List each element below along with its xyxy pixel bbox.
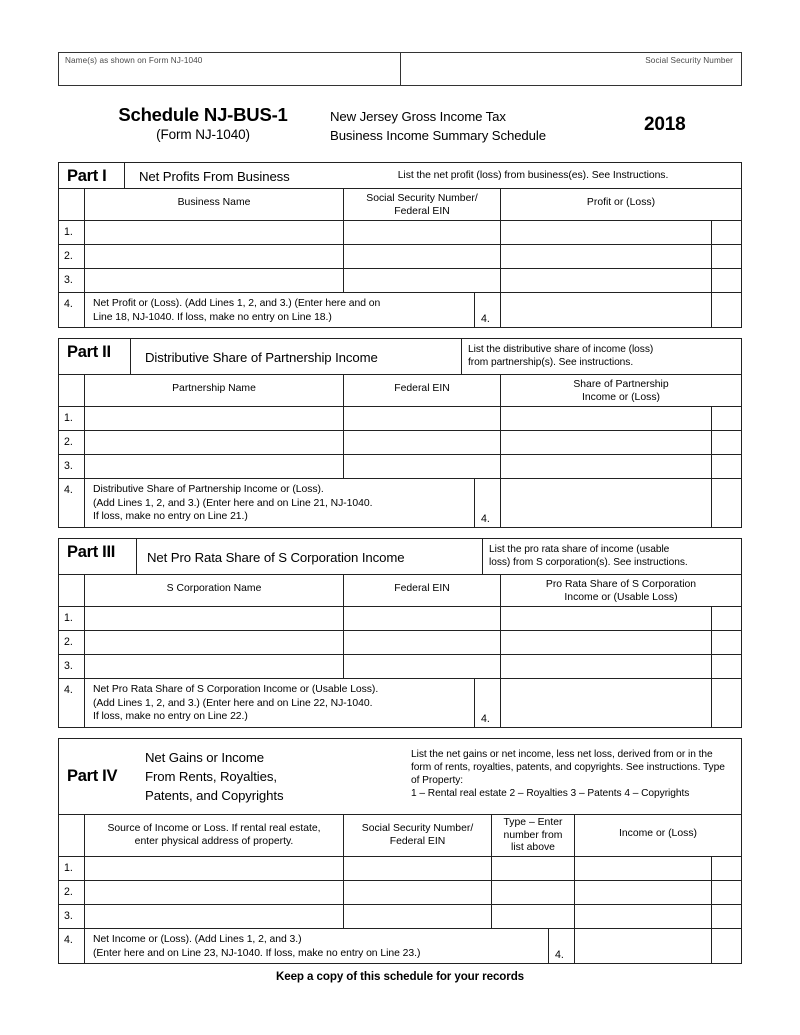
part-1-total-number: 4. — [64, 298, 73, 310]
part-4-col-income: Income or (Loss) — [619, 828, 697, 839]
part-4-row-1-source-input[interactable] — [85, 857, 344, 880]
part-4-row-2-number: 2. — [64, 886, 73, 898]
part-4-total-row — [59, 929, 741, 963]
schedule-name: Schedule NJ-BUS-1 — [118, 104, 288, 125]
part-4-col-source-line2: enter physical address of property. — [134, 835, 294, 847]
part-1-col-ssn-ein — [344, 189, 501, 220]
part-4-row-3-amount-input[interactable] — [575, 905, 712, 928]
part-4-title — [145, 739, 405, 814]
part-2-total-line-1: Distributive Share of Partnership Income or (Loss). — [93, 484, 324, 495]
part-3-total-description — [85, 679, 475, 727]
part-4-total-amount-input[interactable] — [575, 929, 712, 963]
part-2-total-cents-input[interactable] — [712, 479, 741, 527]
part-4-col-type-line1: Type – Enter — [503, 817, 563, 828]
part-4-row-3-type-input[interactable] — [492, 905, 575, 928]
part-4-col-rownum — [59, 815, 85, 856]
part-3-row-1-number: 1. — [64, 612, 73, 624]
part-4-title-line-2: From Rents, Royalties, — [145, 769, 277, 784]
name-field-cell[interactable] — [59, 53, 401, 85]
part-2-col-rownum — [59, 375, 85, 406]
schedule-title-block — [88, 104, 318, 144]
part-4-row-1-ssn-input[interactable] — [344, 857, 492, 880]
part-4-col-source-line1: Source of Income or Loss. If rental real estate, — [107, 823, 321, 834]
part-4-row-2-source-input[interactable] — [85, 881, 344, 904]
part-3-row-3-name-input[interactable] — [85, 655, 344, 678]
part-4-total-line-1: Net Income or (Loss). (Add Lines 1, 2, and 3.) — [93, 934, 302, 945]
part-1-row-3-amount-input[interactable] — [501, 269, 712, 292]
part-3-row-2-name-input[interactable] — [85, 631, 344, 654]
part-4-section — [58, 738, 742, 964]
form-title-row — [58, 104, 742, 148]
part-4-col-ssn-ein-line2: Federal EIN — [389, 835, 446, 847]
part-1-total-line-2: Line 18, NJ-1040. If loss, make no entry on Line 18.) — [93, 311, 332, 323]
part-2-row-2-cents-input[interactable] — [712, 431, 741, 454]
part-2-row-3-number: 3. — [64, 460, 73, 472]
part-2-row-1-name-input[interactable] — [85, 407, 344, 430]
part-4-instruction-line-4: 1 – Rental real estate 2 – Royalties 3 – Patents 4 – Copyrights — [411, 788, 690, 799]
part-3-total-number: 4. — [64, 684, 73, 696]
ssn-field-cell[interactable] — [401, 53, 741, 85]
part-2-instruction-line-1: List the distributive share of income (loss) — [468, 344, 654, 355]
part-4-row-2-cents-input[interactable] — [712, 881, 741, 904]
part-2-total-line-2: (Add Lines 1, 2, and 3.) (Enter here and on Line 21, NJ-1040. — [93, 497, 373, 509]
part-2-row-2-amount-input[interactable] — [501, 431, 712, 454]
part-2-row-1-cents-input[interactable] — [712, 407, 741, 430]
part-1-row-3-ssn-input[interactable] — [344, 269, 501, 292]
part-1-row-2-number: 2. — [64, 250, 73, 262]
part-3-row-1-name-input[interactable] — [85, 607, 344, 630]
part-3-header — [59, 539, 741, 575]
part-3-row-2-cents-input[interactable] — [712, 631, 741, 654]
part-4-col-type-line2: number from — [503, 829, 563, 841]
part-4-total-box-number: 4. — [555, 949, 564, 961]
part-3-total-row — [59, 679, 741, 727]
part-3-col-federal-ein: Federal EIN — [344, 575, 501, 606]
part-2-total-description — [85, 479, 475, 527]
agency-title-block — [330, 107, 630, 145]
part-3-row-1-ein-input[interactable] — [344, 607, 501, 630]
part-2-row-2-ein-input[interactable] — [344, 431, 501, 454]
part-1-col-rownum — [59, 189, 85, 220]
part-4-row-3-source-input[interactable] — [85, 905, 344, 928]
part-1-row-2-name-input[interactable] — [85, 245, 344, 268]
part-4-total-description — [85, 929, 549, 963]
part-2-col-share — [501, 375, 741, 406]
part-1-col-ssn-ein-line1: Social Security Number/ — [366, 193, 478, 204]
table-row — [59, 905, 741, 929]
part-4-instruction — [405, 739, 741, 814]
part-1-total-box-number: 4. — [481, 313, 490, 325]
part-2-col-partnership-name: Partnership Name — [85, 375, 344, 406]
part-4-total-cents-input[interactable] — [712, 929, 741, 963]
part-2-row-3-cents-input[interactable] — [712, 455, 741, 478]
part-3-total-cents-input[interactable] — [712, 679, 741, 727]
part-1-row-1-ssn-input[interactable] — [344, 221, 501, 244]
part-3-total-amount-input[interactable] — [501, 679, 712, 727]
part-1-row-3-cents-input[interactable] — [712, 269, 741, 292]
part-3-row-2-ein-input[interactable] — [344, 631, 501, 654]
table-row — [59, 269, 741, 293]
part-2-total-line-3: If loss, make no entry on Line 21.) — [93, 511, 248, 522]
part-1-header — [59, 163, 741, 189]
part-4-tag: Part IV — [67, 767, 118, 785]
part-1-instruction: List the net profit (loss) from business(es). See Instructions. — [397, 170, 669, 181]
part-3-row-3-ein-input[interactable] — [344, 655, 501, 678]
ssn-field-label: Social Security Number — [645, 56, 733, 65]
part-2-row-1-ein-input[interactable] — [344, 407, 501, 430]
part-3-total-box-number: 4. — [481, 713, 490, 725]
part-4-col-type — [492, 815, 575, 856]
table-row — [59, 857, 741, 881]
part-1-total-row — [59, 293, 741, 327]
identification-block — [58, 52, 742, 86]
part-3-column-headers — [59, 575, 741, 607]
part-3-tag: Part III — [59, 539, 137, 574]
table-row — [59, 655, 741, 679]
part-3-row-2-number: 2. — [64, 636, 73, 648]
part-4-instruction-line-2: form of rents, royalties, patents, and copyrights. See instructions. Type — [411, 762, 725, 773]
part-3-row-3-number: 3. — [64, 660, 73, 672]
part-4-instruction-line-1: List the net gains or net income, less net loss, derived from or in the — [411, 749, 713, 760]
part-3-col-prorata-line2: Income or (Usable Loss) — [564, 591, 678, 603]
part-2-header — [59, 339, 741, 375]
part-4-row-2-type-input[interactable] — [492, 881, 575, 904]
part-4-row-3-number: 3. — [64, 910, 73, 922]
part-3-col-scorp-name: S Corporation Name — [85, 575, 344, 606]
part-2-instruction — [461, 339, 741, 374]
part-4-title-line-3: Patents, and Copyrights — [145, 788, 284, 803]
part-4-title-line-1: Net Gains or Income — [145, 750, 265, 765]
part-4-row-2-amount-input[interactable] — [575, 881, 712, 904]
part-2-row-2-name-input[interactable] — [85, 431, 344, 454]
part-2-row-3-amount-input[interactable] — [501, 455, 712, 478]
agency-line-2: Business Income Summary Schedule — [330, 128, 546, 143]
part-4-col-type-line3: list above — [511, 842, 555, 853]
part-3-row-3-cents-input[interactable] — [712, 655, 741, 678]
part-4-header — [59, 739, 741, 815]
part-2-tag: Part II — [59, 339, 131, 374]
table-row — [59, 221, 741, 245]
part-2-total-number: 4. — [64, 484, 73, 496]
part-3-total-line-1: Net Pro Rata Share of S Corporation Income or (Usable Loss). — [93, 684, 379, 695]
table-row — [59, 455, 741, 479]
part-2-row-3-ein-input[interactable] — [344, 455, 501, 478]
table-row — [59, 431, 741, 455]
table-row — [59, 607, 741, 631]
part-3-row-3-amount-input[interactable] — [501, 655, 712, 678]
part-1-row-1-cents-input[interactable] — [712, 221, 741, 244]
part-1-row-1-name-input[interactable] — [85, 221, 344, 244]
part-1-row-1-number: 1. — [64, 226, 73, 238]
part-4-col-source — [85, 815, 344, 856]
part-4-column-headers — [59, 815, 741, 857]
part-1-total-amount-input[interactable] — [501, 293, 712, 327]
part-1-tag: Part I — [59, 163, 125, 188]
agency-line-1: New Jersey Gross Income Tax — [330, 109, 506, 124]
part-2-instruction-line-2: from partnership(s). See instructions. — [468, 357, 634, 368]
part-2-row-1-amount-input[interactable] — [501, 407, 712, 430]
part-4-row-1-cents-input[interactable] — [712, 857, 741, 880]
part-2-total-row — [59, 479, 741, 527]
part-3-instruction-line-1: List the pro rata share of income (usable — [489, 544, 670, 555]
part-3-row-2-amount-input[interactable] — [501, 631, 712, 654]
part-1-row-2-ssn-input[interactable] — [344, 245, 501, 268]
part-3-instruction — [482, 539, 741, 574]
part-3-section — [58, 538, 742, 728]
part-3-col-prorata-line1: Pro Rata Share of S Corporation — [545, 579, 697, 590]
table-row — [59, 245, 741, 269]
part-2-row-1-number: 1. — [64, 412, 73, 424]
part-4-col-ssn-ein-line1: Social Security Number/ — [361, 823, 474, 834]
part-2-total-box-number: 4. — [481, 513, 490, 525]
part-1-total-line-1: Net Profit or (Loss). (Add Lines 1, 2, and 3.) (Enter here and on — [93, 298, 381, 309]
part-3-col-rownum — [59, 575, 85, 606]
part-1-total-cents-input[interactable] — [712, 293, 741, 327]
part-2-row-3-name-input[interactable] — [85, 455, 344, 478]
part-1-row-2-amount-input[interactable] — [501, 245, 712, 268]
part-4-instruction-line-3: of Property: — [411, 775, 464, 786]
part-1-row-2-cents-input[interactable] — [712, 245, 741, 268]
table-row — [59, 407, 741, 431]
table-row — [59, 881, 741, 905]
name-field-label: Name(s) as shown on Form NJ-1040 — [65, 56, 203, 65]
part-1-col-business-name: Business Name — [85, 189, 344, 220]
part-2-section — [58, 338, 742, 528]
part-1-col-ssn-ein-line2: Federal EIN — [394, 205, 450, 217]
schedule-form-number: (Form NJ-1040) — [156, 127, 250, 142]
part-4-row-1-number: 1. — [64, 862, 73, 874]
part-2-col-federal-ein: Federal EIN — [344, 375, 501, 406]
part-3-col-prorata-share — [501, 575, 741, 606]
part-1-section — [58, 162, 742, 328]
part-4-row-1-type-input[interactable] — [492, 857, 575, 880]
part-2-col-share-line2: Income or (Loss) — [582, 391, 660, 403]
part-3-row-1-amount-input[interactable] — [501, 607, 712, 630]
part-1-row-3-number: 3. — [64, 274, 73, 286]
table-row — [59, 631, 741, 655]
part-3-title: Net Pro Rata Share of S Corporation Income — [147, 550, 405, 565]
part-2-title: Distributive Share of Partnership Income — [145, 350, 378, 365]
part-3-total-line-2: (Add Lines 1, 2, and 3.) (Enter here and on Line 22, NJ-1040. — [93, 697, 373, 709]
part-2-row-2-number: 2. — [64, 436, 73, 448]
part-2-col-share-line1: Share of Partnership — [573, 379, 669, 390]
part-1-title: Net Profits From Business — [139, 169, 290, 184]
part-3-instruction-line-2: loss) from S corporation(s). See instructions. — [489, 557, 688, 568]
part-1-row-3-name-input[interactable] — [85, 269, 344, 292]
footer-note: Keep a copy of this schedule for your records — [275, 970, 525, 983]
tax-year: 2018 — [644, 114, 686, 135]
part-4-row-3-cents-input[interactable] — [712, 905, 741, 928]
part-4-col-ssn-ein — [344, 815, 492, 856]
part-4-row-2-ssn-input[interactable] — [344, 881, 492, 904]
part-3-total-line-3: If loss, make no entry on Line 22.) — [93, 711, 248, 722]
part-1-row-1-amount-input[interactable] — [501, 221, 712, 244]
part-4-total-number: 4. — [64, 934, 73, 946]
part-1-column-headers — [59, 189, 741, 221]
part-4-row-3-ssn-input[interactable] — [344, 905, 492, 928]
part-3-row-1-cents-input[interactable] — [712, 607, 741, 630]
part-2-total-amount-input[interactable] — [501, 479, 712, 527]
part-4-total-line-2: (Enter here and on Line 23, NJ-1040. If loss, make no entry on Line 23.) — [93, 947, 421, 959]
part-4-row-1-amount-input[interactable] — [575, 857, 712, 880]
part-2-column-headers — [59, 375, 741, 407]
part-1-col-profit-loss: Profit or (Loss) — [586, 197, 656, 208]
part-1-total-description — [85, 293, 475, 327]
